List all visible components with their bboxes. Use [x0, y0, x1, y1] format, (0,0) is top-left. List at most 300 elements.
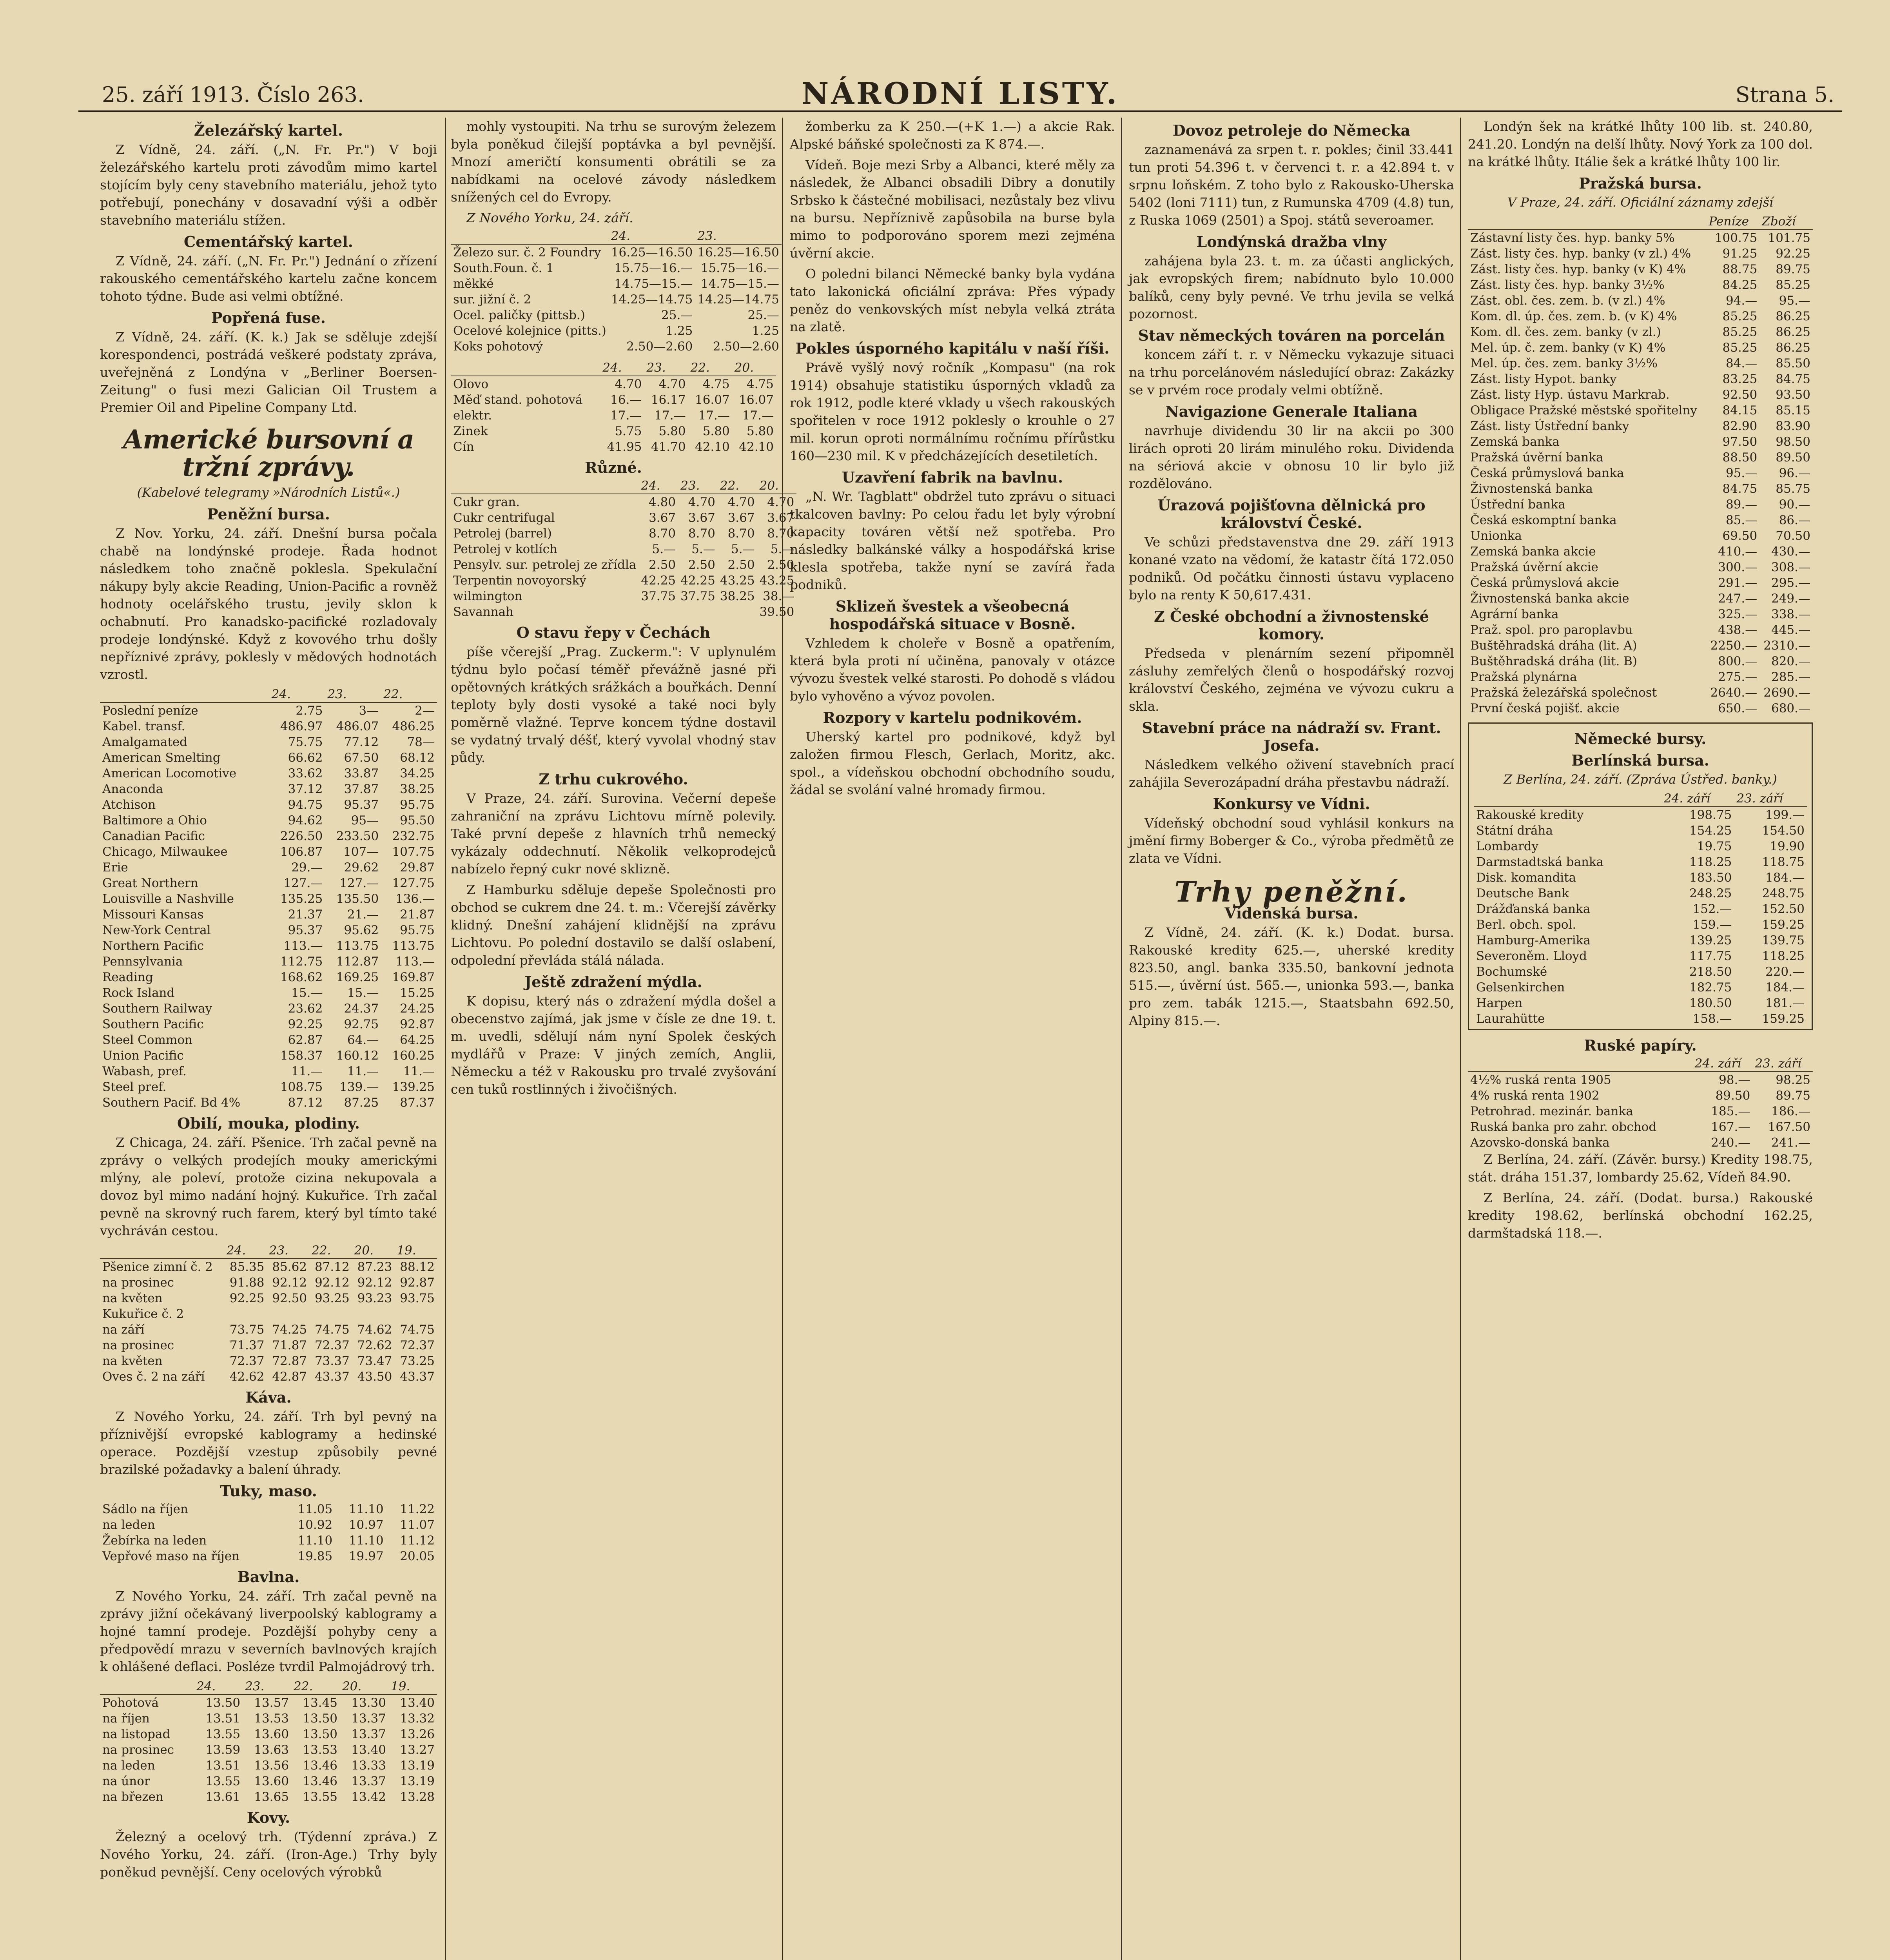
table-cell: [309, 1306, 352, 1322]
col-header: Zboží: [1759, 214, 1813, 230]
table-cell: 11.—: [403, 1064, 435, 1078]
table-cell: [224, 1306, 267, 1322]
table-cell: 70.50: [1776, 529, 1810, 543]
heading-savings: Pokles úsporného kapitálu v naší říši.: [795, 339, 1110, 357]
row-label: Berl. obch. spol.: [1476, 918, 1576, 932]
table-cell: 74.25: [272, 1323, 307, 1337]
row-label: Zemská banka akcie: [1470, 544, 1596, 559]
table-cell: 3.67: [649, 511, 676, 525]
table-row: [451, 494, 796, 510]
row-label: na prosinec: [102, 1338, 174, 1352]
table-cell: 88.12: [400, 1260, 435, 1274]
column-3: [790, 118, 1115, 1960]
table-cell: 1.25: [752, 324, 779, 338]
table-cell: 4.70: [615, 377, 642, 391]
table-cell: 89.—: [1725, 497, 1758, 512]
table-row: [1468, 481, 1813, 497]
row-label: Sádlo na říjen: [102, 1502, 188, 1516]
table-cell: 248.25: [1689, 886, 1732, 900]
heading-grain: Obilí, mouka, plodiny.: [177, 1114, 360, 1132]
row-label: Great Northern: [102, 876, 198, 890]
table-cell: 42.25: [641, 573, 676, 588]
table-cell: 86.25: [1776, 341, 1810, 355]
column-rule: [445, 118, 446, 1960]
table-cell: 92.25: [1776, 247, 1810, 261]
table-row: [1474, 933, 1807, 948]
table-cell: 11.12: [400, 1534, 435, 1548]
table-cell: 680.—: [1771, 701, 1810, 715]
iron-header-row: [451, 228, 782, 244]
heading-cotton: Bavlna.: [237, 1568, 300, 1586]
heading-wool-auction: Londýnská dražba vlny: [1196, 233, 1387, 250]
table-cell: 85.50: [1776, 356, 1810, 370]
heading-vienna-bourse: Vídeňská bursa.: [1224, 904, 1359, 922]
col-header: [451, 478, 638, 494]
row-label: na květen: [102, 1354, 163, 1368]
table-cell: 13.57: [254, 1696, 289, 1710]
stocks-table: [100, 686, 437, 1111]
table-row: [1474, 995, 1807, 1011]
row-label: Laurahütte: [1476, 1012, 1545, 1026]
table-cell: [267, 1306, 309, 1322]
table-row: [1474, 917, 1807, 933]
table-row: [100, 750, 437, 766]
row-label: Buštěhradská dráha (lit. B): [1470, 654, 1638, 668]
table-row: [451, 392, 776, 408]
col-header: [451, 228, 609, 244]
table-row: [1468, 465, 1813, 481]
table-cell: 92.87: [400, 1276, 435, 1290]
table-row: [1468, 653, 1813, 669]
table-row: [1468, 1072, 1813, 1088]
table-cell: 94.75: [288, 798, 323, 812]
table-row: [1468, 434, 1813, 450]
row-label: Rock Island: [102, 986, 175, 1000]
table-cell: 15.75—16.—: [614, 261, 693, 275]
col-header: 24. září: [1692, 1056, 1753, 1072]
row-label: Harpen: [1476, 996, 1523, 1010]
table-cell: 13.26: [400, 1727, 435, 1741]
table-row: [1468, 340, 1813, 356]
heading-cement-cartel: Cementářský kartel.: [183, 233, 354, 250]
article-intro: žomberku za K 250.—(+K 1.—) a akcie Rak. Alpské báňské společnosti za K 874.—.: [790, 119, 1115, 152]
column-rule: [1121, 118, 1122, 1960]
row-label: Atchison: [102, 798, 156, 812]
table-cell: 72.37: [400, 1338, 435, 1352]
table-cell: 95.62: [344, 923, 379, 937]
row-label: na listopad: [102, 1727, 170, 1741]
table-row: [1468, 1103, 1813, 1119]
col-header: Peníze: [1707, 214, 1760, 230]
table-cell: 29.62: [344, 860, 379, 875]
table-cell: 159.25: [1762, 1012, 1805, 1026]
table-cell: 118.25: [1689, 855, 1732, 869]
table-row: [451, 573, 796, 588]
article-trade-chamber: Předseda v plenárním sezení připomněl zásluhy zemřelých členů o hospodářský rozvoj království Českého, zejména ve vývozu cukru a skla.: [1129, 646, 1454, 714]
table-cell: 135.50: [336, 892, 379, 906]
table-cell: 13.19: [400, 1774, 435, 1788]
table-cell: 92.75: [344, 1017, 379, 1031]
table-row: [451, 276, 782, 292]
table-cell: 8.70: [767, 526, 794, 541]
table-row: [100, 719, 437, 734]
table-cell: 285.—: [1771, 670, 1810, 684]
table-cell: 139.75: [1762, 933, 1805, 947]
heading-russian-papers: Ruské papíry.: [1584, 1036, 1697, 1054]
table-row: [1468, 622, 1813, 638]
heading-vienna-bankruptcies: Konkursy ve Vídni.: [1213, 795, 1370, 813]
table-cell: 43.37: [314, 1370, 350, 1384]
row-label: na říjen: [102, 1711, 150, 1726]
table-row: [100, 1016, 437, 1032]
table-cell: 13.55: [205, 1727, 241, 1741]
table-cell: 34.25: [400, 766, 435, 780]
table-cell: 85.—: [1725, 513, 1758, 527]
table-row: [1468, 309, 1813, 324]
row-label: New-York Central: [102, 923, 211, 937]
article-exchange: Londýn šek na krátké lhůty 100 lib. st. 240.80, 241.20. Londýn na delší lhůty. Nový York za 100 dol. na krátké lhůty. Itálie šek a krátké lhůty 100 lir.: [1468, 119, 1813, 169]
table-row: [100, 1048, 437, 1063]
table-cell: 93.75: [400, 1291, 435, 1305]
heading-american-markets: Americké bursovní a tržní zprávy.: [123, 424, 414, 482]
heading-misc: Různé.: [585, 459, 642, 476]
table-cell: 13.37: [351, 1727, 386, 1741]
heading-coffee: Káva.: [245, 1388, 292, 1406]
table-row: [100, 1742, 437, 1758]
table-row: [1468, 403, 1813, 418]
article-navigazione: navrhuje dividendu 30 lir na akcii po 300 lirách oproti 20 lirám minulého roku. Dividenda na sériová akcie v obnosu 10 lir bylo již rozdělováno.: [1129, 423, 1454, 491]
row-label: Canadian Pacific: [102, 829, 205, 843]
col-header: [1468, 1056, 1692, 1072]
table-cell: 2310.—: [1763, 639, 1810, 653]
table-row: [1468, 246, 1813, 261]
row-label: American Smelting: [102, 751, 221, 765]
table-row: [100, 1306, 437, 1322]
table-row: [1474, 870, 1807, 886]
table-row: [451, 260, 782, 276]
row-label: na březen: [102, 1790, 163, 1804]
table-cell: 87.25: [344, 1096, 379, 1110]
heading-metals: Kovy.: [247, 1809, 290, 1826]
table-cell: 89.50: [1715, 1089, 1750, 1103]
article-iron-market: mohly vystoupiti. Na trhu se surovým železem byla poněkud čilejší poptávka a byl pevnější. Mnozí američtí konsumenti obrátili se za nabídkami na ocelové závody následkem snížených cel do Evropy.: [451, 119, 776, 205]
table-cell: 181.—: [1765, 996, 1805, 1010]
row-label: na únor: [102, 1774, 150, 1788]
table-cell: 113.75: [336, 939, 379, 953]
table-cell: 2640.—: [1710, 686, 1758, 700]
table-cell: 92.12: [357, 1276, 392, 1290]
table-cell: 135.25: [280, 892, 323, 906]
table-cell: 158.37: [280, 1049, 323, 1063]
col-header: [100, 1679, 194, 1695]
table-cell: 96.—: [1779, 466, 1810, 480]
row-label: Pražská úvěrní banka: [1470, 450, 1603, 465]
article-metals: Železný a ocelový trh. (Týdenní zpráva.) Z Nového Yorku, 24. září. (Iron-Age.) Trhy byly poněkud pevnější. Ceny ocelových výrobků: [100, 1829, 437, 1880]
table-row: [1468, 371, 1813, 387]
table-cell: 16.25—16.50: [611, 245, 693, 260]
row-label: Zást. listy Ústřední banky: [1470, 419, 1629, 433]
table-cell: 199.—: [1765, 808, 1805, 822]
table-cell: 82.90: [1722, 419, 1758, 433]
table-cell: 1.25: [666, 324, 693, 338]
table-cell: 4.70: [767, 495, 794, 509]
heading-navigazione: Navigazione Generale Italiana: [1165, 403, 1418, 420]
table-row: [451, 408, 776, 423]
heading-berlin-bourse: Berlínská bursa.: [1571, 751, 1709, 769]
row-label: Darmstadtská banka: [1476, 855, 1604, 869]
row-label: Česká eskomptní banka: [1470, 513, 1617, 527]
table-cell: 93.23: [357, 1291, 392, 1305]
row-label: Praž. spol. pro paroplavbu: [1470, 623, 1633, 637]
table-row: [100, 954, 437, 969]
table-cell: 160.25: [392, 1049, 435, 1063]
table-cell: 13.27: [400, 1743, 435, 1757]
row-label: Státní dráha: [1476, 824, 1553, 838]
table-cell: 168.62: [280, 970, 323, 984]
table-cell: 430.—: [1771, 544, 1810, 559]
row-label: Ústřední banka: [1470, 497, 1565, 512]
table-cell: 107.75: [392, 845, 435, 859]
col-header: 24.: [600, 360, 644, 376]
table-cell: 86.—: [1779, 513, 1810, 527]
table-cell: 180.50: [1689, 996, 1732, 1010]
table-cell: 13.61: [205, 1790, 241, 1804]
table-cell: 107—: [343, 845, 379, 859]
table-cell: 5.75: [615, 424, 642, 438]
table-row: [1474, 948, 1807, 964]
table-row: [1468, 591, 1813, 606]
table-cell: 89.75: [1776, 262, 1810, 276]
table-cell: 13.19: [400, 1759, 435, 1773]
col-header: 22.: [688, 360, 732, 376]
russian-table: [1468, 1056, 1813, 1151]
row-label: měkké: [453, 277, 494, 291]
table-cell: 95.37: [288, 923, 323, 937]
column-2: [451, 118, 794, 1960]
grain-body: [100, 1259, 437, 1385]
row-label: Cukr centrifugal: [453, 511, 555, 525]
table-cell: 101.75: [1768, 231, 1810, 245]
stocks-body: [100, 702, 437, 1111]
issue-date: 25. září 1913. Číslo 263.: [102, 82, 365, 107]
row-label: Žebírka na leden: [102, 1534, 207, 1548]
table-cell: 84.75: [1722, 482, 1758, 496]
table-cell: 108.75: [280, 1080, 323, 1094]
table-cell: 84.—: [1725, 356, 1758, 370]
table-cell: 159.25: [1762, 918, 1805, 932]
table-cell: 13.32: [400, 1711, 435, 1726]
row-label: Mel. úp. čes. zem. banky 3½%: [1470, 356, 1658, 370]
table-row: [451, 339, 782, 354]
meat-table: [100, 1501, 437, 1564]
article-railway-works: Následkem velkého oživení stavebních prací zahájila Severozápadní dráha přestavbu nádraží.: [1129, 757, 1454, 790]
table-cell: 39.50: [759, 605, 794, 619]
table-row: [1474, 823, 1807, 838]
table-cell: 13.28: [400, 1790, 435, 1804]
row-label: na leden: [102, 1759, 155, 1773]
table-cell: 3.67: [727, 511, 755, 525]
table-cell: 85.62: [272, 1260, 307, 1274]
table-cell: 77.12: [344, 735, 379, 749]
row-label: Petrohrad. mezinár. banka: [1470, 1104, 1633, 1118]
table-cell: 25.—: [661, 308, 693, 322]
table-cell: 92.25: [229, 1291, 265, 1305]
table-cell: 19.85: [297, 1549, 333, 1563]
table-cell: 20.05: [400, 1549, 435, 1563]
table-cell: 17.—: [742, 408, 774, 423]
prague-table: [1468, 214, 1813, 716]
row-label: South.Foun. č. 1: [453, 261, 554, 275]
article-berlin-close: Z Berlína, 24. září. (Závěr. bursy.) Kredity 198.75, stát. dráha 151.37, lombardy 25.62, Vídeň 84.90.: [1468, 1152, 1813, 1185]
table-cell: 2.50: [727, 558, 755, 572]
table-row: [1468, 1119, 1813, 1135]
table-row: [100, 844, 437, 860]
table-row: [1474, 838, 1807, 854]
col-header: 19.: [388, 1679, 437, 1695]
table-row: [1468, 606, 1813, 622]
table-cell: 21.87: [400, 907, 435, 922]
table-row: [100, 813, 437, 828]
row-label: Baltimore a Ohio: [102, 813, 207, 828]
table-cell: 24.37: [344, 1002, 379, 1016]
table-row: [451, 307, 782, 323]
table-cell: 13.51: [205, 1759, 241, 1773]
table-cell: 94.—: [1725, 294, 1758, 308]
table-row: [100, 1353, 437, 1369]
column-rule: [782, 118, 783, 1960]
russian-body: [1468, 1072, 1813, 1151]
table-cell: 84.25: [1722, 278, 1758, 292]
table-row: [1474, 964, 1807, 980]
row-label: Živnostenská banka akcie: [1470, 592, 1629, 606]
col-header: 24.: [638, 478, 678, 494]
table-cell: 113.—: [283, 939, 323, 953]
table-cell: 89.50: [1776, 450, 1810, 465]
table-cell: 2—: [415, 704, 435, 718]
heading-plums: Sklizeň švestek a všeobecná hospodářská situace v Bosně.: [829, 597, 1076, 633]
row-label: Pražská úvěrní akcie: [1470, 560, 1598, 574]
table-cell: 84.75: [1776, 372, 1810, 386]
stocks-header-row: [100, 686, 437, 702]
table-cell: 71.87: [272, 1338, 307, 1352]
table-cell: 13.65: [254, 1790, 289, 1804]
row-label: Vepřové maso na říjen: [102, 1549, 240, 1563]
table-cell: 5.—: [770, 542, 794, 556]
table-cell: 308.—: [1771, 560, 1810, 574]
table-cell: 295.—: [1771, 576, 1810, 590]
table-cell: 4.75: [702, 377, 730, 391]
article-vienna-bourse: Z Vídně, 24. září. (K. k.) Dodat. bursa. Rakouské kredity 625.—, uherské kredity 823.50, angl. banka 335.50, bankovní jednota 515.—, úvěrní úst. 565.—, unionka 593.—, banka pro zem. tabák 1215.—, Staatsbahn 692.50, Alpiny 815.—.: [1129, 925, 1454, 1028]
row-label: Deutsche Bank: [1476, 886, 1569, 900]
row-label: Terpentin novoyorský: [453, 573, 586, 588]
col-header: 24.: [224, 1243, 267, 1259]
table-cell: 139.25: [1689, 933, 1732, 947]
table-cell: 74.62: [357, 1323, 392, 1337]
table-cell: 93.25: [314, 1291, 350, 1305]
column-4: [1129, 118, 1454, 1960]
table-cell: 5.80: [746, 424, 774, 438]
table-cell: 139.25: [392, 1080, 435, 1094]
table-cell: 38.25: [400, 782, 435, 796]
row-label: Železo sur. č. 2 Foundry: [453, 245, 601, 260]
table-cell: 95.—: [1725, 466, 1758, 480]
table-cell: 95.75: [400, 798, 435, 812]
row-label: První česká pojišť. akcie: [1470, 701, 1620, 715]
article-soap: K dopisu, který nás o zdražení mýdla došel a obecenstvo zajímá, jak jsme v čísle ze dne 19. t. m. uvedli, sdělují nám nyní Spolek českých mydlářů v Praze: V jiných zemích, Anglii, Německu a též v Rakousku pro trvalé zvyšování cen tuků rostlinných i živočišných.: [451, 993, 776, 1097]
table-cell: 94.62: [288, 813, 323, 828]
table-cell: 92.25: [288, 1017, 323, 1031]
table-cell: 98.25: [1776, 1073, 1810, 1087]
row-label: Zást. listy Hyp. ústavu Markrab.: [1470, 388, 1670, 402]
row-label: Louisville a Nashville: [102, 892, 234, 906]
article-coffee: Z Nového Yorku, 24. září. Trh byl pevný na příznivější evropské kablogramy a hedinské operace. Pozdější vzestup způsobily pevné brazilské požadavky a balení úhrady.: [100, 1409, 437, 1477]
table-cell: 37.75: [680, 589, 715, 603]
subheading-prague: V Praze, 24. září. Oficiální záznamy zdejší: [1507, 195, 1774, 210]
col-header: 23.: [695, 228, 782, 244]
table-cell: 112.87: [336, 955, 379, 969]
table-cell: 43.50: [357, 1370, 392, 1384]
table-row: [100, 702, 437, 719]
row-label: Petrolej (barrel): [453, 526, 552, 541]
table-cell: 185.—: [1711, 1104, 1750, 1118]
table-cell: 89.75: [1776, 1089, 1810, 1103]
table-cell: 13.46: [303, 1774, 338, 1788]
table-row: [1468, 277, 1813, 293]
table-cell: 86.25: [1776, 325, 1810, 339]
row-label: Zást. listy čes. hyp. banky (v K) 4%: [1470, 262, 1686, 276]
row-label: Zemská banka: [1470, 435, 1560, 449]
row-label: Kabel. transf.: [102, 719, 185, 733]
table-cell: 186.—: [1771, 1104, 1810, 1118]
row-label: Severoněm. Lloyd: [1476, 949, 1587, 963]
row-label: Petrolej v kotlích: [453, 542, 557, 556]
table-cell: 42.10: [695, 440, 730, 454]
table-row: [100, 891, 437, 907]
table-cell: [638, 604, 678, 620]
misc-table: [451, 478, 796, 620]
table-cell: 11.10: [348, 1502, 384, 1516]
table-row: [451, 439, 776, 455]
iron-table: [451, 228, 782, 354]
table-cell: 13.30: [351, 1696, 386, 1710]
german-bourses-box: [1468, 722, 1813, 1030]
row-label: Bochumské: [1476, 965, 1547, 979]
table-row: [100, 1259, 437, 1275]
table-row: [1468, 685, 1813, 701]
row-label: Zástavní listy čes. hyp. banky 5%: [1470, 231, 1675, 245]
russian-header-row: [1468, 1056, 1813, 1072]
article-savings: Právě vyšlý nový ročník „Kompasu" (na rok 1914) obsahuje statistiku úsporných vkladů za rok 1912, podle které vklady u všech rakouských spořitelen v roce 1912 poklesly o krouhle o 27 mil. korun oproti normálnímu ročnímu přírůstku 160—230 mil. K v předcházejících desetiletích.: [790, 360, 1115, 463]
table-cell: 98.—: [1719, 1073, 1750, 1087]
heading-accident-insurance: Úrazová pojišťovna dělnická pro království České.: [1157, 496, 1426, 532]
row-label: Reading: [102, 970, 153, 984]
table-cell: 410.—: [1718, 544, 1758, 559]
row-label: Zást. listy čes. hyp. banky 3½%: [1470, 278, 1665, 292]
berlin-body: [1474, 807, 1807, 1027]
table-cell: 184.—: [1765, 871, 1805, 885]
heading-petrol-import: Dovoz petroleje do Německa: [1172, 122, 1411, 139]
row-label: Amalgamated: [102, 735, 188, 749]
table-cell: 14.25—14.75: [697, 292, 779, 307]
table-cell: 184.—: [1765, 980, 1805, 995]
row-label: Olovo: [453, 377, 489, 391]
table-cell: 13.46: [303, 1759, 338, 1773]
table-cell: 92.12: [272, 1276, 307, 1290]
article-oil-fusion: Z Vídně, 24. září. (K. k.) Jak se sděluje zdejší korespondenci, postrádá veškeré podstaty zpráva, uveřejněná z Londýna v „Berliner Boersen-Zeitung" o fusi mezi Galician Oil Trustem a Premier Oil and Pipeline Company Ltd.: [100, 329, 437, 415]
table-cell: 486.25: [392, 719, 435, 733]
table-row: [1468, 528, 1813, 544]
table-cell: 3—: [359, 704, 379, 718]
